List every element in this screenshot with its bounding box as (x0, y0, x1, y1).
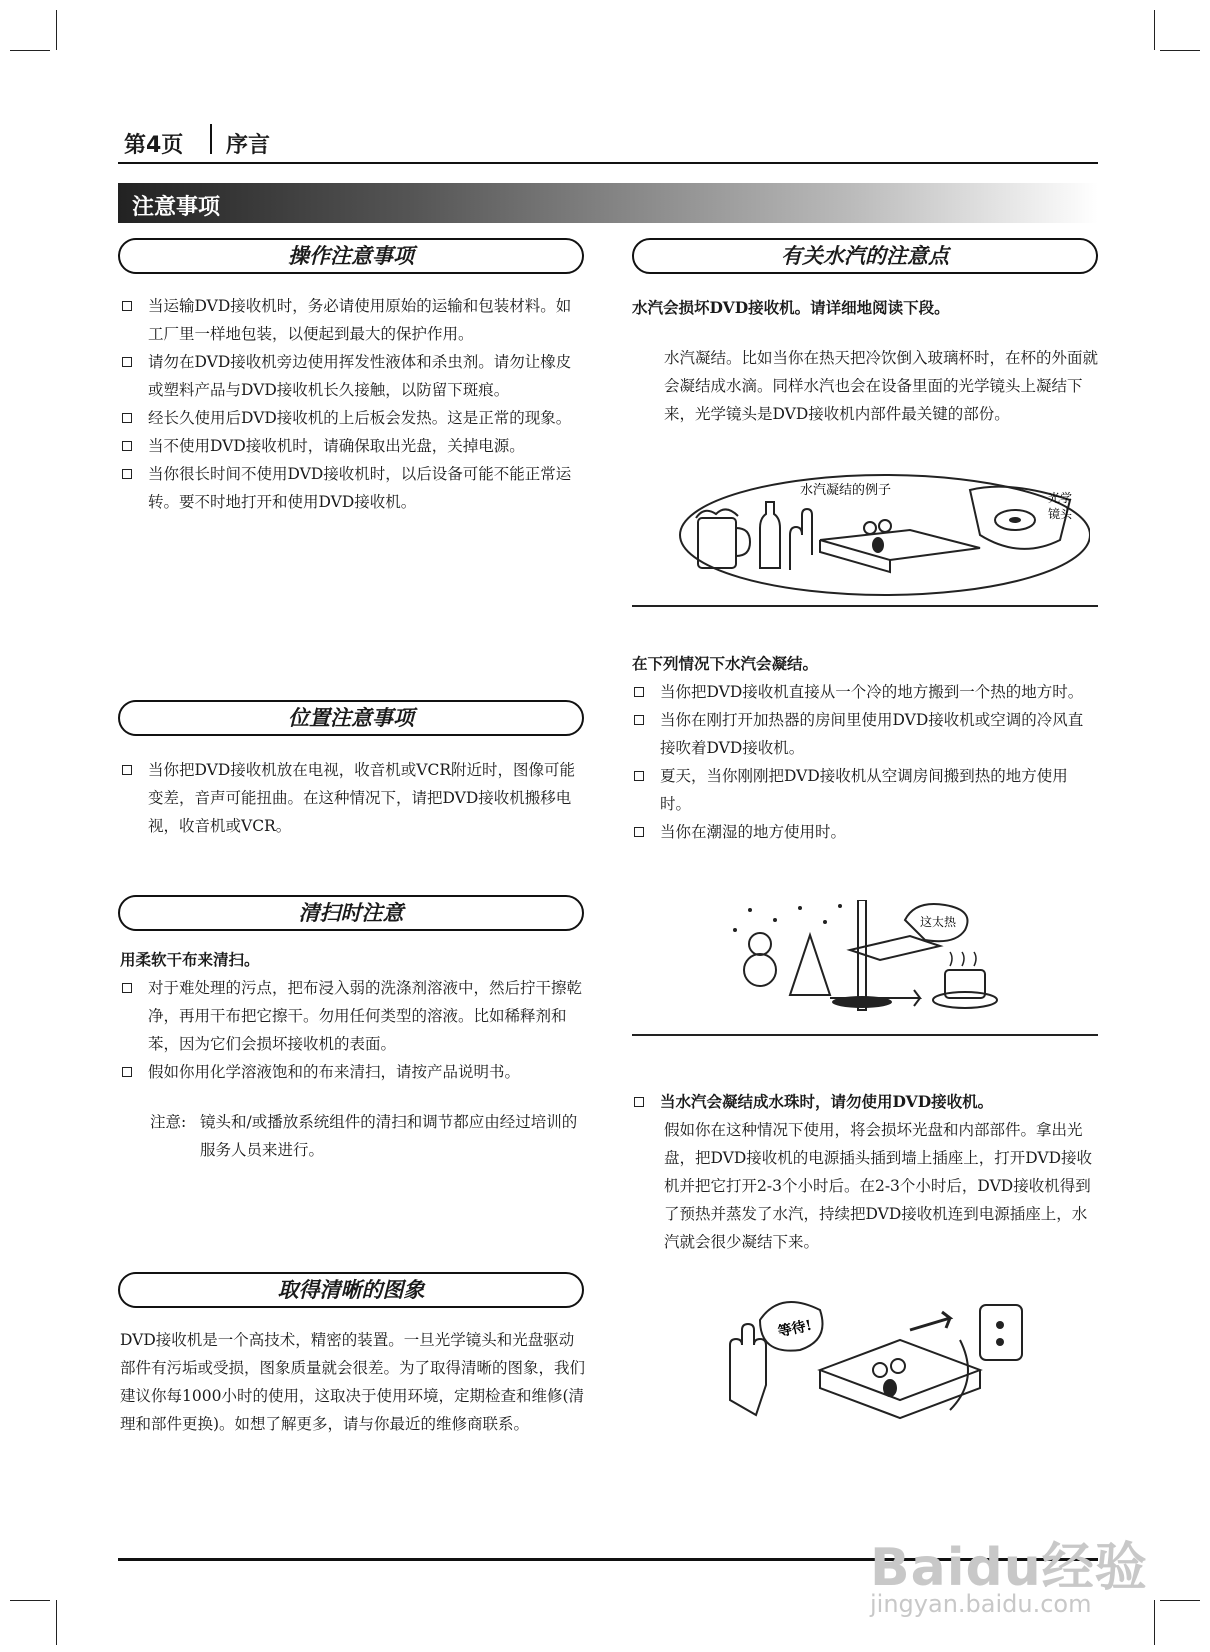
conditions-lead: 在下列情况下水汽会凝结。 (632, 654, 819, 673)
beer-mug-icon (696, 509, 750, 568)
illus1-caption: 水汽凝结的例子 (800, 483, 892, 498)
warning-text: 假如你在这种情况下使用，将会损坏光盘和内部部件。拿出光盘，把DVD接收机的电源插头插到墙上插座上，打开DVD接收机并把它打开2-3个小时后。在2-3个小时后，DVD接收机得到了预热并蒸发了水汽，持续把DVD接收机连到电源插座上，水汽就会很少凝结下来。 (664, 1121, 1093, 1251)
section-title-text: 操作注意事项 (288, 243, 414, 268)
list-item-text: 当运输DVD接收机时，务必请使用原始的运输和包装材料。如工厂里一样地包装，以便起到最大的保护作用。 (148, 297, 572, 343)
moisture-section (632, 294, 1098, 428)
list-item (120, 974, 586, 1058)
list-item (120, 292, 586, 348)
watermark-brand: Baidu经验 (870, 1538, 1148, 1598)
list-item-text: 当你很长时间不使用DVD接收机时，以后设备可能不能正常运转。要不时地打开和使用DVD接收机。 (148, 465, 572, 511)
wait-illustration (700, 1300, 1030, 1445)
condensation-conditions (632, 650, 1098, 846)
list-item-text: 假如你用化学溶液饱和的布来清扫，请按产品说明书。 (148, 1063, 521, 1081)
checkbox-bullet-icon (634, 1097, 644, 1107)
list-item-text: 经长久使用后DVD接收机的上后板会发热。这是正常的现象。 (148, 409, 572, 427)
list-item-text: 当不使用DVD接收机时，请确保取出光盘，关掉电源。 (148, 437, 525, 455)
clear-image-paragraph: DVD接收机是一个高技术，精密的装置。一旦光学镜头和光盘驱动部件有污垢或受损，图象质量就会很差。为了取得清晰的图象，我们建议你每1000小时的使用，这取决于使用环境，定期检查和维修(清理和部件更换)。如想了解更多，请与你最近的维修商联系。 (120, 1331, 586, 1433)
section-title-text: 清扫时注意 (298, 900, 404, 925)
checkbox-bullet-icon (122, 301, 132, 311)
illus2-label: 这太热 (920, 915, 957, 929)
cold-to-hot-illustration (730, 900, 1020, 1020)
crop-mark (10, 1600, 50, 1601)
list-item (632, 678, 1098, 706)
checkbox-bullet-icon (122, 765, 132, 775)
moisture-lead: 水汽会损坏DVD接收机。请详细地阅读下段。 (632, 298, 950, 317)
operation-list (120, 292, 586, 516)
section-title-clear-image (118, 1272, 584, 1308)
checkbox-bullet-icon (634, 687, 644, 697)
checkbox-bullet-icon (122, 413, 132, 423)
list-item-text: 夏天，当你刚刚把DVD接收机从空调房间搬到热的地方使用时。 (660, 767, 1068, 813)
illus1-label-optical: 光学 (1048, 491, 1073, 505)
list-item-text: 当你把DVD接收机直接从一个冷的地方搬到一个热的地方时。 (660, 683, 1084, 701)
list-item (120, 460, 586, 516)
section-title-operation (118, 238, 584, 274)
list-item (120, 756, 586, 840)
section-banner-title: 注意事项 (132, 195, 221, 220)
section-title-position (118, 700, 584, 736)
warning-lead-text: 当水汽会凝结成水珠时，请勿使用DVD接收机。 (660, 1092, 994, 1111)
page-number: 第4页 (124, 133, 184, 158)
checkbox-bullet-icon (634, 715, 644, 725)
cleaning-note (120, 1108, 586, 1164)
checkbox-bullet-icon (122, 357, 132, 367)
section-title-cleaning (118, 895, 584, 931)
crop-mark (1160, 1600, 1200, 1601)
list-item (120, 1058, 586, 1086)
snowman-icon (744, 933, 776, 986)
checkbox-bullet-icon (634, 771, 644, 781)
crop-mark (56, 1600, 57, 1645)
list-item-text: 对于难处理的污点，把布浸入弱的洗涤剂溶液中，然后拧干擦乾净，再用干布把它擦干。勿用任何类型的溶液。比如稀释剂和苯，因为它们会损坏接收机的表面。 (148, 979, 583, 1053)
cleaning-lead: 用柔软干布来清扫。 (120, 950, 260, 969)
list-item-text: 请勿在DVD接收机旁边使用挥发性液体和杀虫剂。请勿让橡皮或塑料产品与DVD接收机长久接触，以防留下斑痕。 (148, 353, 572, 399)
list-item-text: 当你把DVD接收机放在电视，收音机或VCR附近时，图像可能变差，音声可能扭曲。在这种情况下，请把DVD接收机搬移电视，收音机或VCR。 (148, 761, 576, 835)
worried-dvd-player-icon (820, 1340, 980, 1418)
section-title-text: 有关水汽的注意点 (781, 243, 949, 268)
illus1-label-lens: 镜头 (1048, 507, 1073, 521)
illus3-label: 等待! (776, 1317, 814, 1341)
page-header (118, 120, 1098, 164)
checkbox-bullet-icon (122, 1067, 132, 1077)
section-title-text: 取得清晰的图象 (277, 1277, 425, 1302)
moisture-warning (632, 1088, 1098, 1256)
crop-mark (10, 50, 50, 51)
checkbox-bullet-icon (122, 469, 132, 479)
list-item (120, 432, 586, 460)
stop-hand-icon (730, 1324, 766, 1415)
crop-mark (1154, 10, 1155, 50)
checkbox-bullet-icon (122, 441, 132, 451)
section-title-moisture (632, 238, 1098, 274)
list-item (120, 404, 586, 432)
crop-mark (1154, 1600, 1155, 1645)
pointing-hand-icon (790, 509, 812, 570)
crop-mark (56, 10, 57, 50)
warning-lead (632, 1088, 1098, 1116)
crop-mark (1160, 50, 1200, 51)
section-banner (118, 183, 1098, 223)
divider (632, 1034, 1098, 1036)
position-list (120, 756, 586, 840)
plug-in-arrow-icon (910, 1312, 950, 1330)
clear-image-text (120, 1326, 586, 1438)
snowy-tree-icon (790, 935, 830, 995)
list-item-text: 当你在潮湿的地方使用时。 (660, 823, 847, 841)
condensation-illustration (670, 470, 1090, 600)
list-item (120, 348, 586, 404)
checkbox-bullet-icon (634, 827, 644, 837)
moisture-paragraph: 水汽凝结。比如当你在热天把冷饮倒入玻璃杯时，在杯的外面就会凝结成水滴。同样水汽也会在设备里面的光学镜头上凝结下来，光学镜头是DVD接收机内部件最关键的部份。 (664, 349, 1099, 423)
list-item (632, 706, 1098, 762)
bottle-icon (760, 502, 780, 568)
cleaning-section (120, 946, 586, 1164)
section-title-text: 位置注意事项 (288, 705, 414, 730)
header-separator (210, 124, 212, 154)
checkbox-bullet-icon (122, 983, 132, 993)
list-item (632, 818, 1098, 846)
note-text: 镜头和/或播放系统组件的清扫和调节都应由经过培训的服务人员来进行。 (200, 1113, 578, 1159)
page-title: 序言 (226, 133, 271, 158)
list-item (632, 762, 1098, 818)
list-item-text: 当你在刚打开加热器的房间里使用DVD接收机或空调的冷风直接吹着DVD接收机。 (660, 711, 1084, 757)
snowflakes-icon (733, 904, 842, 932)
watermark-url: jingyan.baidu.com (870, 1590, 1092, 1618)
note-label: 注意: (150, 1113, 187, 1131)
divider (632, 605, 1098, 607)
dvd-player-character-icon (820, 520, 980, 572)
power-outlet-icon (980, 1305, 1022, 1360)
